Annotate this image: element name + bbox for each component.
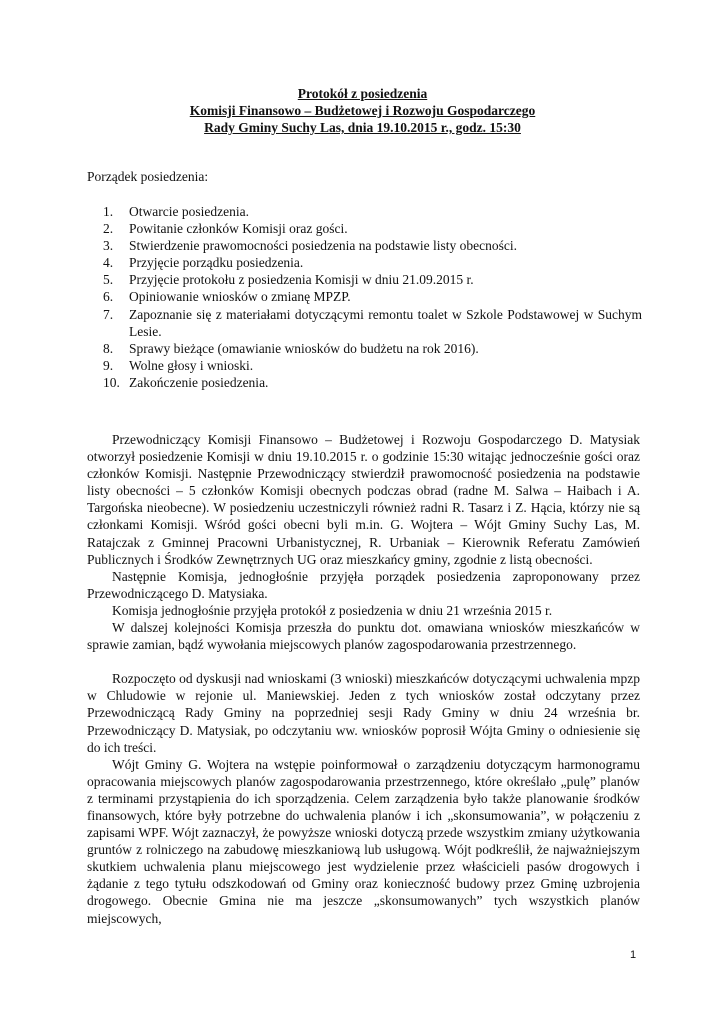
document-title	[0, 85, 725, 136]
agenda-item-text: Sprawy bieżące (omawianie wniosków do budżetu na rok 2016).	[129, 340, 479, 356]
title-line-3: Rady Gminy Suchy Las, dnia 19.10.2015 r., godz. 15:30	[204, 120, 521, 135]
agenda-item	[87, 288, 642, 305]
protocol-body	[87, 431, 640, 927]
agenda-item	[87, 357, 642, 374]
agenda-item-text: Zapoznanie się z materiałami dotyczącymi remontu toalet w Szkole Podstawowej w Suchym Lesie.	[129, 306, 642, 339]
agenda-item-text: Zakończenie posiedzenia.	[129, 374, 269, 390]
agenda-item-number: 10.	[103, 374, 120, 390]
agenda-list	[87, 203, 642, 391]
agenda-item-text: Przyjęcie protokołu z posiedzenia Komisji w dniu 21.09.2015 r.	[129, 272, 474, 288]
agenda-heading: Porządek posiedzenia:	[87, 169, 209, 184]
agenda-item-text: Przyjęcie porządku posiedzenia.	[129, 255, 304, 271]
body-paragraph-agenda-accepted: Następnie Komisja, jednogłośnie przyjęła porządek posiedzenia zaproponowany przez Przewodniczącego D. Matysiaka.	[87, 568, 640, 601]
agenda-item	[87, 203, 642, 220]
agenda-item	[87, 220, 642, 237]
agenda-item	[87, 254, 642, 271]
agenda-item-text: Powitanie członków Komisji oraz gości.	[129, 221, 348, 237]
agenda-item-number: 9.	[103, 357, 114, 373]
body-paragraph-wojt-statement: Wójt Gminy G. Wojtera na wstępie poinformował o zarządzeniu dotyczącym harmonogramu opracowania miejscowych planów zagospodarowania przestrzennego, które określało „pulę” planów z terminami przystąpienia do ich sporządzenia. Celem zarządzenia było także planowanie środków finansowych, które były potrzebne do uchwalenia planów i ich „skonsumowania”, w połączeniu z zapisami WPF. Wójt zaznaczył, że powyższe wnioski dotyczą przede wszystkim zmiany użytkowania gruntów z rolniczego na zabudowę mieszkaniową lub usługową. Wójt podkreślił, że najważniejszym skutkiem uchwalenia planu miejscowego jest wydzielenie przez właścicieli pasów drogowych i żądanie z tego tytułu odszkodowań od Gminy oraz konieczność budowy przez Gminę uzbrojenia drogowego. Obecnie Gmina nie ma jeszcze „skonsumowanych” tych wszystkich planów miejscowych,	[87, 756, 640, 926]
agenda-item-text: Otwarcie posiedzenia.	[129, 204, 249, 219]
body-paragraph-discussion: Rozpoczęto od dyskusji nad wnioskami (3 wnioski) mieszkańców dotyczącymi uchwalenia mpzp w Chludowie w rejonie ul. Maniewskiej. Jeden z tych wniosków został odczytany przez Przewodniczącą Rady Gminy na poprzedniej sesji Rady Gminy w dniu 24 września br. Przewodniczący D. Matysiak, po odczytaniu ww. wniosków poprosił Wójta Gminy o odniesienie się do ich treści.	[87, 671, 640, 755]
agenda-item-number: 6.	[103, 289, 114, 305]
agenda-item	[87, 306, 642, 340]
agenda-item	[87, 340, 642, 357]
agenda-item-number: 8.	[103, 340, 114, 356]
title-line-1: Protokół z posiedzenia	[297, 86, 428, 101]
agenda-item-text: Wolne głosy i wnioski.	[129, 357, 254, 373]
body-paragraph-protocol-accepted: Komisja jednogłośnie przyjęła protokół z posiedzenia w dniu 21 września 2015 r.	[112, 602, 553, 618]
page-number: 1	[630, 949, 637, 961]
agenda-item-text: Stwierdzenie prawomocności posiedzenia na podstawie listy obecności.	[129, 238, 518, 254]
agenda-item-number: 5.	[103, 272, 114, 288]
agenda-item-text: Opiniowanie wniosków o zmianę MPZP.	[129, 289, 351, 305]
agenda-item-number: 2.	[103, 221, 114, 237]
agenda-item-number: 1.	[103, 204, 114, 219]
agenda-item	[87, 271, 642, 288]
agenda-item	[87, 374, 642, 391]
title-line-2: Komisji Finansowo – Budżetowej i Rozwoju Gospodarczego	[189, 103, 536, 118]
agenda-item-number: 3.	[103, 238, 114, 254]
body-paragraph-opening: Przewodniczący Komisji Finansowo – Budżetowej i Rozwoju Gospodarczego D. Matysiak otworzył posiedzenie Komisji w dniu 19.10.2015 r. o godzinie 15:30 witając jednocześnie gości oraz członków Komisji. Następnie Przewodniczący stwierdził prawomocność posiedzenia na podstawie listy obecności – 5 członków Komisji obecnych podczas obrad (radne M. Salwa – Haibach i A. Targońska nieobecne). W posiedzeniu uczestniczyli również radni R. Tasarz i Z. Hącia, którzy nie są członkami Komisji. Wśród gości obecni byli m.in. G. Wojtera – Wójt Gminy Suchy Las, M. Ratajczak z Gminnej Pracowni Urbanistycznej, R. Urbaniak – Kierownik Referatu Zamówień Publicznych i Środków Zewnętrznych UG oraz mieszkańcy gminy, zgodnie z listą obecności.	[87, 432, 640, 567]
agenda-item-number: 4.	[103, 255, 114, 271]
agenda-item-number: 7.	[103, 306, 114, 322]
agenda-item	[87, 237, 642, 254]
body-paragraph-next-item: W dalszej kolejności Komisja przeszła do punktu dot. omawiana wniosków mieszkańców w sprawie zamian, bądź wywołania miejscowych planów zagospodarowania przestrzennego.	[87, 620, 640, 653]
